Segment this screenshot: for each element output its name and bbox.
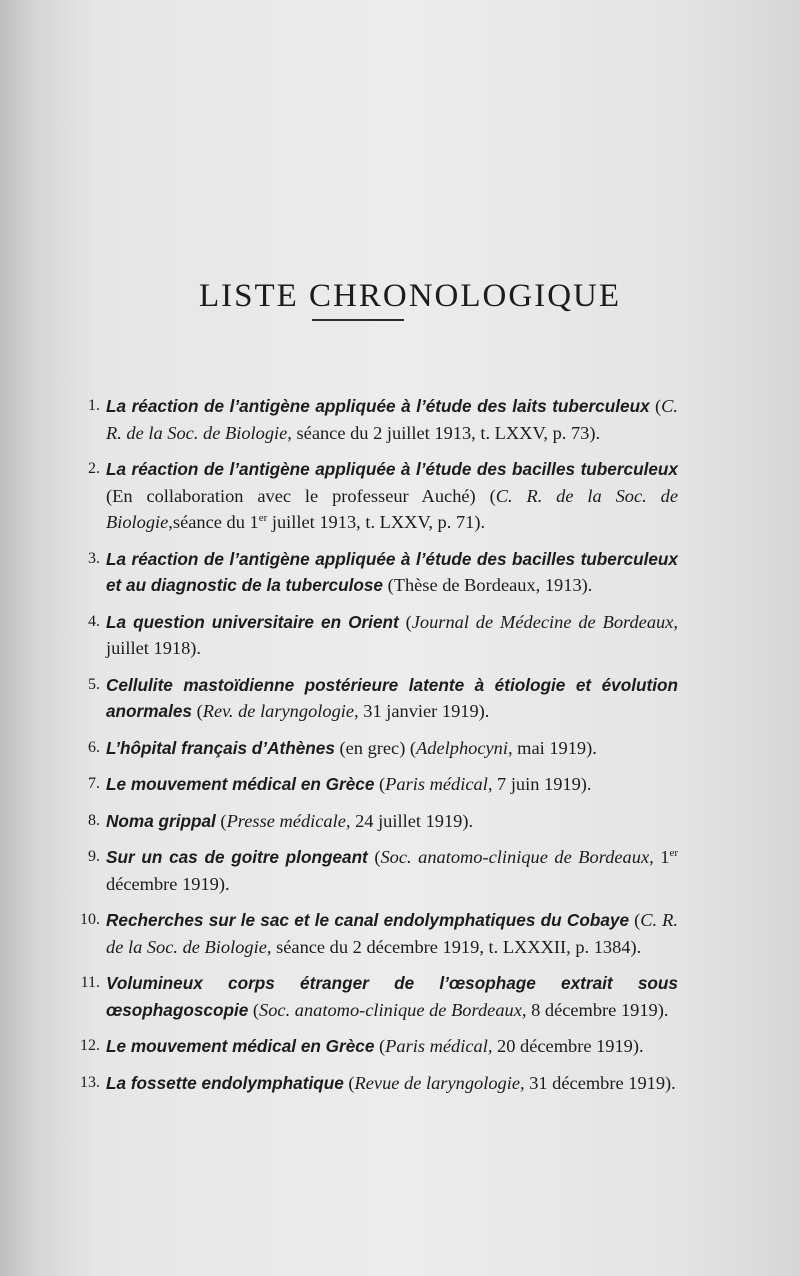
entry-source: C. R. de la Soc. de Biologie,: [106, 396, 678, 443]
publication-list: [64, 393, 678, 1106]
publication-entry: [64, 735, 678, 762]
entry-title: La question universitaire en Orient: [106, 611, 399, 632]
entry-text: séance du 2 décembre 1919, t. LXXXII, p. 1384).: [271, 936, 642, 957]
entry-text: (: [248, 999, 260, 1020]
entry-source: C. R. de la Soc. de Biologie,: [106, 485, 679, 532]
entry-text: (: [649, 396, 662, 416]
publication-entry: [64, 808, 678, 835]
publication-entry: [64, 456, 678, 536]
entry-text: séance du 1: [172, 512, 259, 532]
entry-text: (: [629, 910, 641, 930]
entry-text: (En collaboration avec le professeur Auché) (: [106, 485, 496, 506]
entry-text: 31 décembre 1919).: [524, 1072, 676, 1093]
entry-text: 24 juillet 1919).: [350, 810, 474, 831]
publication-entry: [64, 393, 678, 446]
entry-source: Paris médical,: [385, 1036, 493, 1056]
entry-number: 5.: [88, 675, 100, 693]
entry-text: (: [374, 1036, 386, 1056]
entry-number: 1.: [88, 397, 100, 414]
entry-title: La réaction de l’antigène appliquée à l’étude des laits tuberculeux: [106, 396, 650, 416]
entry-source: Journal de Médecine de Bordeaux,: [411, 611, 678, 632]
entry-text: (: [343, 1072, 355, 1093]
entry-text: 20 décembre 1919).: [492, 1036, 644, 1056]
entry-title: Sur un cas de goitre plongeant: [106, 847, 368, 867]
entry-title: Cellulite mastoïdienne postérieure latente à étiologie et évolution anormales: [106, 674, 678, 721]
entry-text: (Thèse de Bordeaux, 1913).: [382, 575, 593, 595]
entry-title: Le mouvement médical en Grèce: [106, 774, 375, 794]
title-divider: [312, 319, 404, 321]
entry-text: (: [398, 611, 412, 632]
entry-title: Volumineux corps étranger de l’œsophage extrait sous œsophagoscopie: [106, 973, 678, 1020]
entry-text: (: [215, 810, 227, 831]
entry-title: Recherches sur le sac et le canal endolymphatiques du Cobaye: [106, 910, 630, 930]
entry-number: 12.: [80, 1037, 100, 1054]
entry-number: 3.: [88, 549, 100, 567]
entry-text: (: [191, 701, 203, 721]
entry-source: Revue de laryngologie,: [354, 1072, 525, 1093]
entry-superscript: er: [258, 511, 268, 524]
entry-text: (: [374, 774, 386, 794]
entry-text: 31 janvier 1919).: [358, 701, 490, 721]
entry-text: mai 1919).: [512, 737, 597, 758]
publication-entry: [64, 672, 678, 725]
entry-source: Adelphocyni,: [416, 737, 513, 758]
publication-entry: [64, 970, 678, 1023]
entry-number: 6.: [88, 738, 100, 756]
publication-entry: [64, 844, 678, 897]
entry-superscript: er: [669, 846, 678, 859]
publication-entry: [64, 546, 678, 599]
entry-number: 8.: [88, 811, 100, 829]
entry-text: séance du 2 juillet 1913, t. LXXV, p. 73).: [291, 422, 601, 443]
entry-number: 4.: [88, 612, 100, 630]
entry-text: (en grec) (: [334, 737, 417, 758]
page-title: LISTE CHRONOLOGIQUE: [198, 278, 622, 315]
publication-entry: [64, 1033, 678, 1060]
entry-source: Rev. de laryngologie,: [202, 701, 359, 721]
entry-text: 1: [653, 847, 670, 867]
entry-number: 10.: [80, 911, 100, 928]
entry-source: Soc. anatomo-clinique de Bordeaux,: [380, 847, 654, 867]
entry-text: 7 juin 1919).: [492, 774, 592, 794]
entry-text: juillet 1918).: [106, 638, 202, 658]
publication-entry: [64, 907, 678, 960]
entry-text: décembre 1919).: [106, 873, 230, 894]
entry-title: Le mouvement médical en Grèce: [106, 1036, 375, 1056]
entry-number: 11.: [80, 974, 100, 991]
entry-number: 7.: [88, 775, 100, 792]
entry-source: Soc. anatomo-clinique de Bordeaux,: [259, 999, 527, 1020]
entry-source: C. R. de la Soc. de Biologie,: [106, 910, 678, 957]
publication-entry: [64, 609, 678, 662]
entry-text: juillet 1913, t. LXXV, p. 71).: [267, 512, 486, 532]
entry-text: 8 décembre 1919).: [526, 999, 669, 1020]
entry-number: 13.: [80, 1073, 100, 1091]
publication-entry: [64, 771, 678, 798]
entry-title: L’hôpital français d’Athènes: [106, 737, 335, 758]
entry-title: Noma grippal: [106, 810, 216, 831]
entry-number: 9.: [88, 848, 100, 865]
entry-text: (: [367, 847, 381, 867]
entry-source: Presse médicale,: [226, 810, 351, 831]
publication-entry: [64, 1070, 678, 1097]
entry-title: La fossette endolymphatique: [106, 1072, 344, 1093]
entry-title: La réaction de l’antigène appliquée à l’étude des bacilles tuberculeux: [106, 459, 678, 479]
entry-title: La réaction de l’antigène appliquée à l’étude des bacilles tuberculeux et au diagnostic de la tuberculose: [106, 548, 678, 595]
entry-number: 2.: [88, 460, 100, 477]
entry-source: Paris médical,: [385, 774, 493, 794]
